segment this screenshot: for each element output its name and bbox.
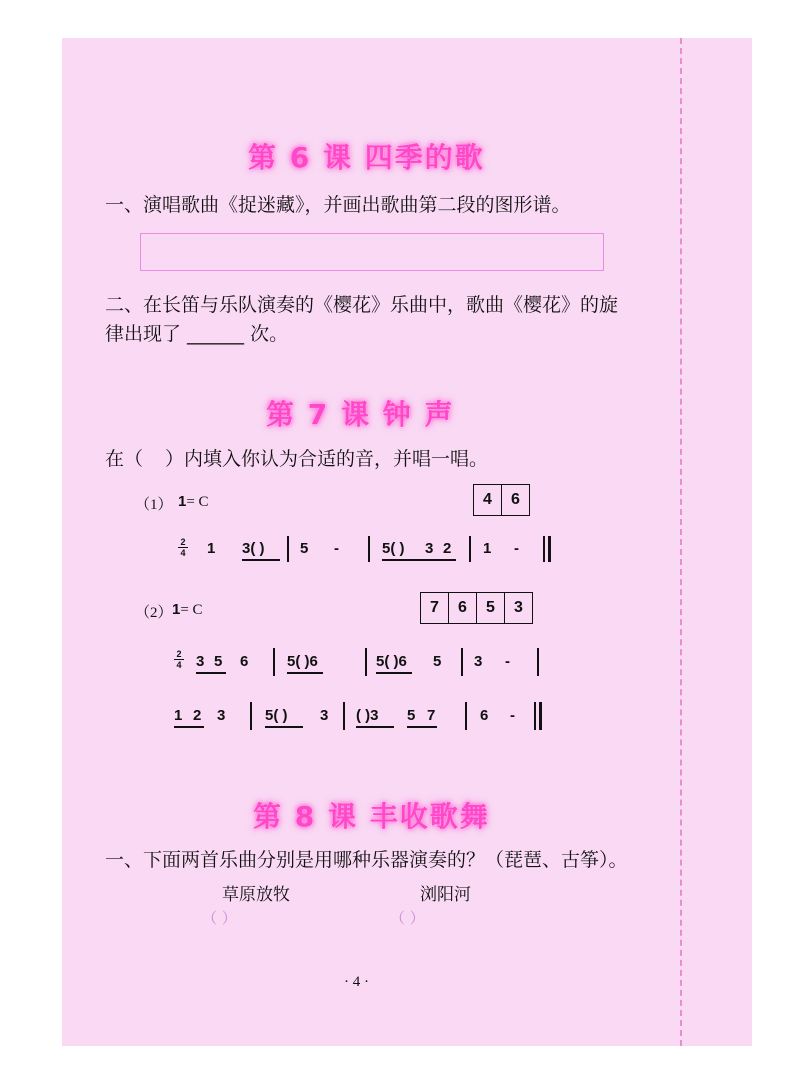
barline <box>365 648 367 676</box>
piece-name: 浏阳河 <box>420 885 471 905</box>
note: 2 <box>193 707 202 724</box>
note: 1 <box>207 540 216 557</box>
lesson7-instruction <box>105 444 488 471</box>
note: 6 <box>480 707 489 724</box>
barline <box>461 648 463 676</box>
cut-line <box>680 38 682 1046</box>
lesson6-question2-line2: 律出现了 ______ 次。 <box>105 323 289 345</box>
note: 6 <box>240 653 249 670</box>
lesson6-question2-line1: 二、在长笛与乐队演奏的《樱花》乐曲中，歌曲《樱花》的旋 <box>105 294 619 316</box>
note: - <box>510 707 515 724</box>
lesson8-question1: 一、下面两首乐曲分别是用哪种乐器演奏的？（琵琶、古筝）。 <box>105 849 628 871</box>
note: 5( ) <box>382 540 405 557</box>
time-signature: 2 4 <box>174 650 184 669</box>
underline <box>356 726 394 728</box>
lesson7-title: 第 7 课 钟 声 <box>266 398 455 431</box>
underline <box>196 672 226 674</box>
answer-blank[interactable]: （ ） <box>390 909 425 927</box>
barline <box>469 536 471 562</box>
instruction-open-paren: 在（ <box>105 448 144 470</box>
note: 3 <box>474 653 483 670</box>
note: ( )3 <box>356 707 379 724</box>
barline <box>537 648 539 676</box>
ex1-label: （1） <box>135 497 173 513</box>
note: 5 <box>407 707 416 724</box>
note: 5 <box>300 540 309 557</box>
barline <box>343 702 345 730</box>
underline <box>407 726 437 728</box>
note: 5 <box>433 653 442 670</box>
time-signature: 2 4 <box>178 538 188 557</box>
final-barline-thick <box>539 702 542 730</box>
option-cell: 4 <box>474 485 502 515</box>
lesson8-title: 第 8 课 丰收歌舞 <box>253 800 490 833</box>
note: 3 <box>217 707 226 724</box>
underline <box>174 726 204 728</box>
note: - <box>514 540 519 557</box>
underline <box>287 672 323 674</box>
underline <box>376 672 412 674</box>
ex2-options-box <box>420 592 533 624</box>
piece-name: 草原放牧 <box>222 885 290 905</box>
lesson6-question1: 一、演唱歌曲《捉迷藏》，并画出歌曲第二段的图形谱。 <box>105 194 571 216</box>
final-barline <box>543 536 545 562</box>
ex2-label: （2） <box>135 605 173 621</box>
ex1-key: 1= C <box>178 493 209 510</box>
note: - <box>505 653 510 670</box>
ex1-options-box <box>473 484 530 516</box>
option-cell: 7 <box>421 593 449 623</box>
note: 5( )6 <box>287 653 318 670</box>
note: 3 <box>425 540 434 557</box>
barline <box>250 702 252 730</box>
underline <box>242 559 280 561</box>
option-cell: 6 <box>511 491 520 508</box>
instruction-text: ）内填入你认为合适的音，并唱一唱。 <box>165 448 489 470</box>
page-number: · 4 · <box>344 974 369 990</box>
underline <box>382 559 456 561</box>
option-cell: 5 <box>477 593 505 623</box>
note: 2 <box>443 540 452 557</box>
note: 5( )6 <box>376 653 407 670</box>
note: 7 <box>427 707 436 724</box>
note: 1 <box>174 707 183 724</box>
final-barline <box>534 702 536 730</box>
final-barline-thick <box>548 536 551 562</box>
option-cell: 3 <box>514 599 523 616</box>
barline <box>287 536 289 562</box>
note: 3 <box>196 653 205 670</box>
note: - <box>334 540 339 557</box>
note: 3( ) <box>242 540 265 557</box>
note: 5 <box>214 653 223 670</box>
answer-blank[interactable]: （ ） <box>202 909 237 927</box>
lesson6-title: 第 6 课 四季的歌 <box>248 141 485 174</box>
barline <box>368 536 370 562</box>
option-cell: 6 <box>449 593 477 623</box>
barline <box>465 702 467 730</box>
ex2-key: 1= C <box>172 601 203 618</box>
drawing-answer-box[interactable] <box>140 233 604 271</box>
underline <box>265 726 303 728</box>
note: 3 <box>320 707 329 724</box>
barline <box>273 648 275 676</box>
note: 5( ) <box>265 707 288 724</box>
note: 1 <box>483 540 492 557</box>
